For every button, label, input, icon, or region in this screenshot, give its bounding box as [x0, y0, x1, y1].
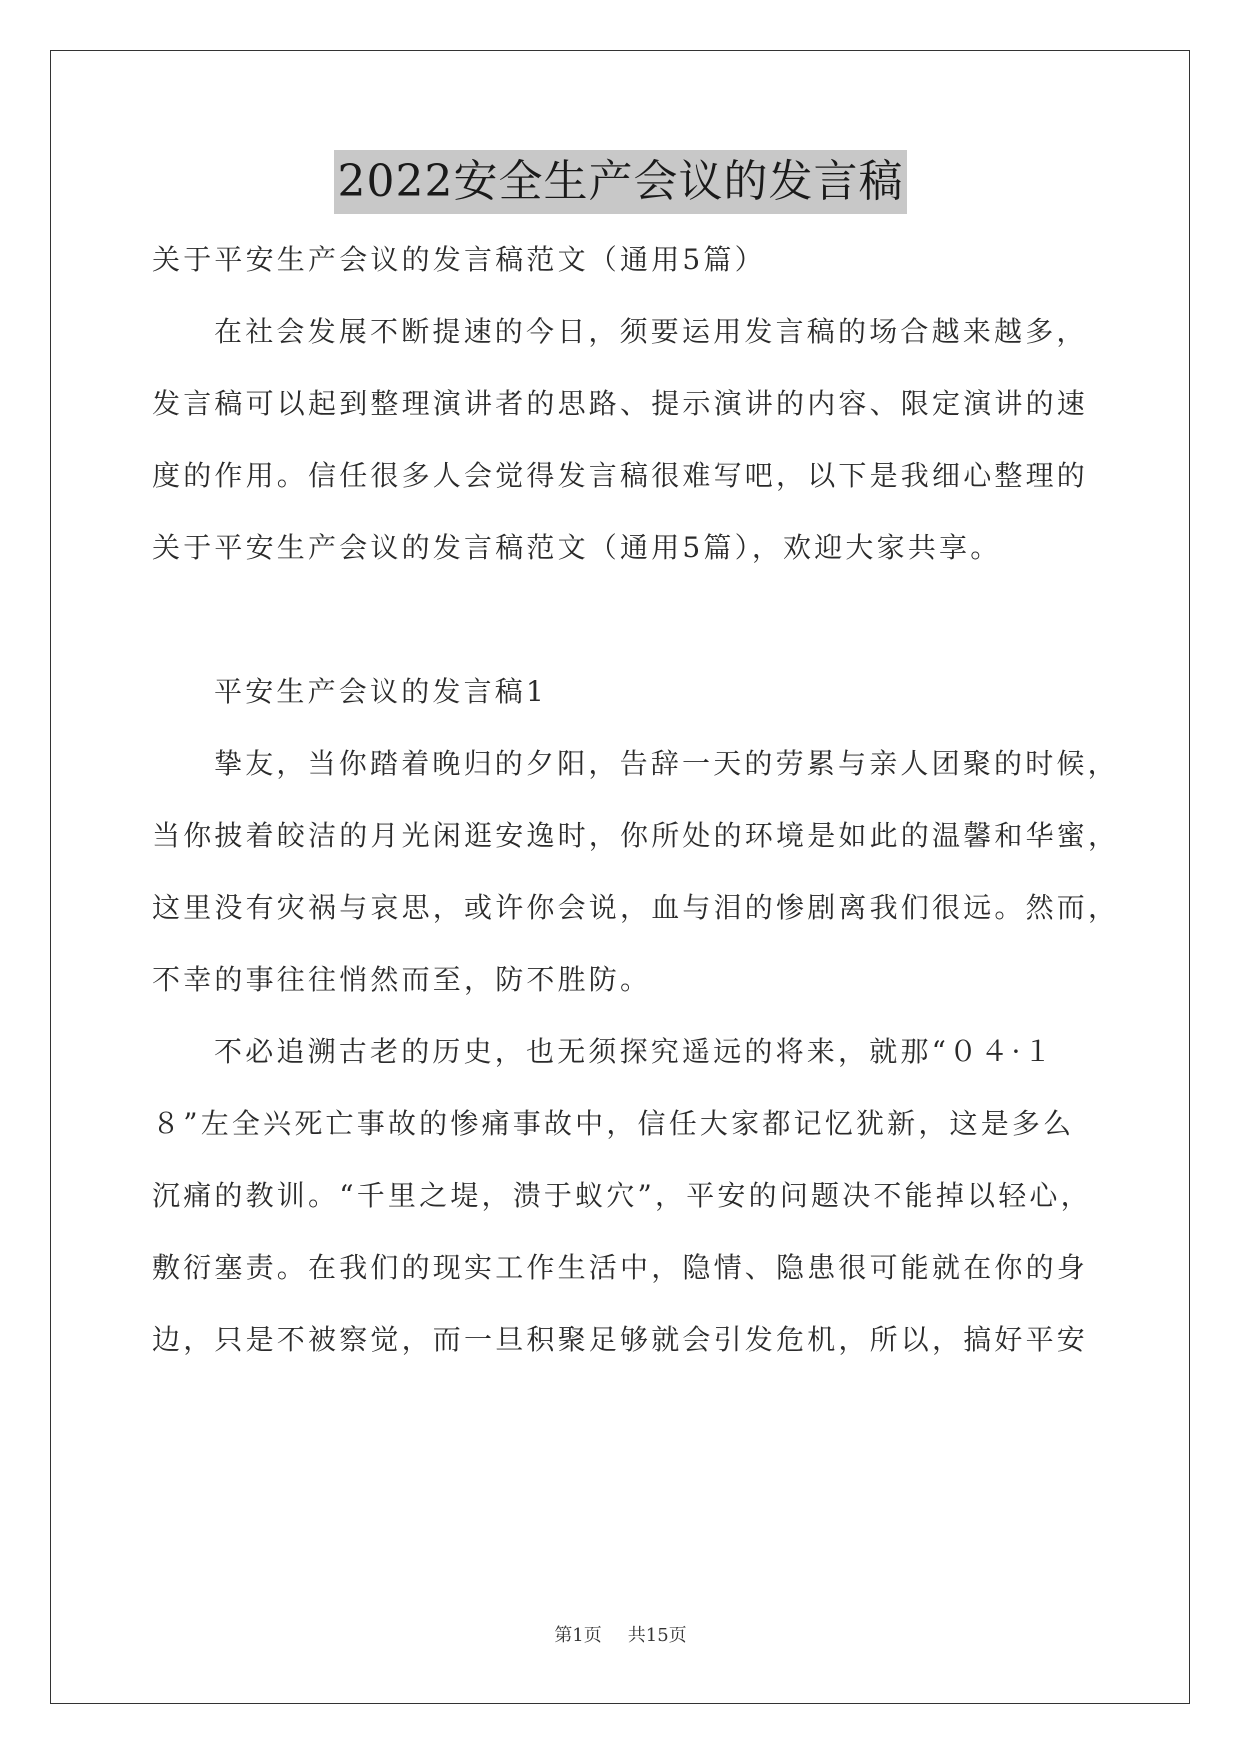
para2-line-4: 敷衍塞责。在我们的现实工作生活中，隐情、隐患很可能就在你的身 — [152, 1251, 1089, 1284]
intro-line-3: 度的作用。信任很多人会觉得发言稿很难写吧，以下是我细心整理的 — [152, 459, 1089, 492]
subtitle: 关于平安生产会议的发言稿范文（通用5篇） — [152, 243, 766, 276]
para2-line-1: 不必追溯古老的历史，也无须探究遥远的将来，就那“０４·１ — [214, 1035, 1055, 1068]
para1-line-1: 挚友，当你踏着晚归的夕阳，告辞一天的劳累与亲人团聚的时候， — [214, 747, 1119, 780]
page-footer — [0, 1624, 1241, 1648]
title-container — [0, 150, 1241, 214]
para1-line-2: 当你披着皎洁的月光闲逛安逸时，你所处的环境是如此的温馨和华蜜， — [152, 819, 1120, 852]
intro-line-1: 在社会发展不断提速的今日，须要运用发言稿的场合越来越多， — [214, 315, 1088, 348]
para1-line-3: 这里没有灾祸与哀思，或许你会说，血与泪的惨剧离我们很远。然而， — [152, 891, 1120, 924]
document-title: 2022安全生产会议的发言稿 — [334, 150, 908, 214]
page-border — [50, 50, 1190, 1704]
intro-line-2: 发言稿可以起到整理演讲者的思路、提示演讲的内容、限定演讲的速 — [152, 387, 1089, 420]
para2-line-2: ８”左全兴死亡事故的惨痛事故中，信任大家都记忆犹新，这是多么 — [152, 1107, 1075, 1140]
para1-line-4: 不幸的事往往悄然而至，防不胜防。 — [152, 963, 652, 996]
page-total: 共15页 — [627, 1625, 687, 1646]
section-heading: 平安生产会议的发言稿1 — [214, 675, 548, 708]
para2-line-5: 边，只是不被察觉，而一旦积聚足够就会引发危机，所以，搞好平安 — [152, 1323, 1089, 1356]
page-number: 第1页 — [554, 1625, 602, 1646]
para2-line-3: 沉痛的教训。“千里之堤，溃于蚁穴”，平安的问题决不能掉以轻心， — [152, 1179, 1092, 1212]
intro-line-4: 关于平安生产会议的发言稿范文（通用5篇），欢迎大家共享。 — [152, 531, 1002, 564]
